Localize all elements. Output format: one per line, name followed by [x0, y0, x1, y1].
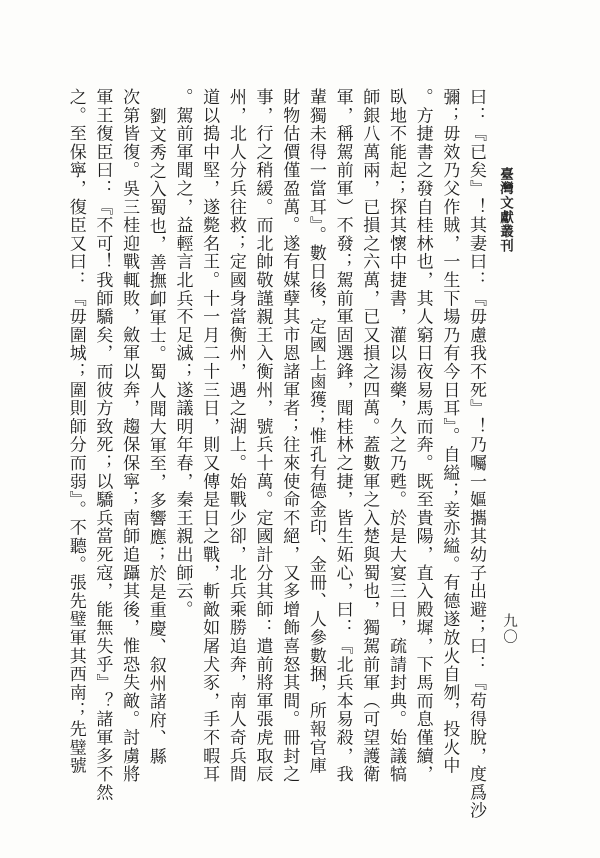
text-column-2: 彌；毋效乃父作賊，一生下場乃有今日耳』。自縊；妾亦縊。有德遂放火自刎，投火中: [439, 88, 460, 775]
series-title: 臺灣文獻叢刊: [497, 167, 513, 253]
text-column-11: 道以搗中堅，遂斃名王。十一月二十三日，則又傳是日之戰，斬敵如屠犬豕，手不暇耳: [199, 88, 220, 784]
text-column-12: 。駕前軍聞之，益輕言北兵不足滅；遂議明年春，秦王親出師云。: [172, 88, 193, 619]
text-block: [62, 88, 489, 820]
text-column-10: 州，北人分兵往救；定國身當衡州，遇之湖上。始戰少卻，北兵乘勝追奔，南人奇兵間: [225, 88, 246, 784]
text-column-15: 軍王復臣曰：『不可！我師驕矣，而彼方致死；以驕兵當死寇，能無失乎』？諸軍多不然: [92, 88, 113, 802]
text-column-7: 輩獨未得一當耳』。數日後，定國上鹵獲；惟孔有德金印、金冊、人參數捆，所報官庫: [305, 88, 326, 775]
text-column-5: 師銀八萬兩，已損之六萬，已又損之四萬。蓋數軍之入楚與蜀也，獨駕前軍（可望護衛: [359, 88, 380, 784]
text-column-13: 劉文秀之入蜀也，善撫卹軍士。蜀人聞大軍至，多響應；於是重慶、叙州諸府、縣: [145, 107, 166, 766]
text-column-6: 軍，稱駕前軍）不發；駕前軍固選鋒，聞桂林之捷，皆生妬心，曰：『北兵本易殺，我: [332, 88, 353, 784]
text-column-14: 次第皆復。吳三桂迎戰輒敗，斂軍以奔，趨保保寧；南師追躡其後，惟恐失敵。討虜將: [119, 88, 140, 784]
page-number: 九〇: [501, 613, 517, 645]
text-column-4: 臥地不能起；探其懷中捷書，灌以湯藥，久之乃甦。於是大宴三日，疏請封典。始議犒: [385, 88, 406, 784]
text-column-3: 。方捷書之發自桂林也，其人窮日夜易馬而奔。既至貴陽，直入殿墀，下馬而息僅續，: [412, 88, 433, 784]
text-column-16: 之。至保寧，復臣又曰：『毋圍城；圍則師分而弱』。不聽。張先璧軍其西南；先璧號: [65, 88, 86, 775]
text-column-9: 事，行之稍緩。而北帥敬謹親王入衡州，號兵十萬。定國計分其師：遣前將軍張虎取辰: [252, 88, 273, 784]
text-column-8: 財物估價僅盈萬。遂有媒孽其市恩諸軍者；往來使命不絕，又多增飾喜怒其間。冊封之: [279, 88, 300, 784]
text-column-1: 曰：『已矣』！其妻曰：『毋慮我不死』！乃囑一嫗攜其幼子出避；曰：『苟得脫，度爲沙: [466, 88, 486, 820]
